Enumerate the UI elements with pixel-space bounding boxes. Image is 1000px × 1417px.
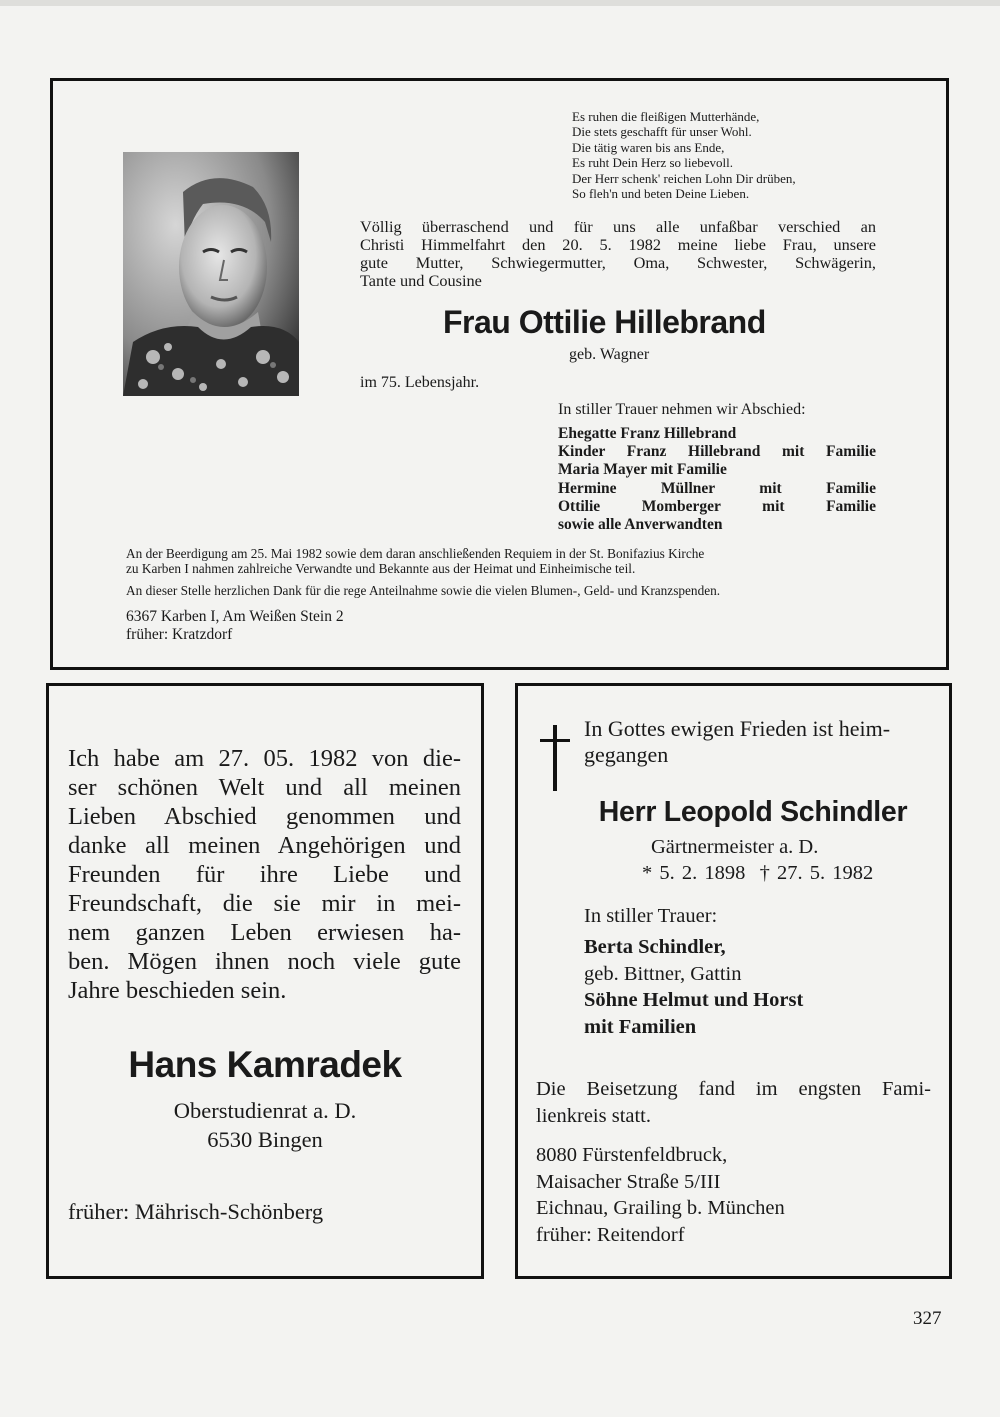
- mourner-entry: Ottilie Momberger mit Familie: [558, 497, 876, 515]
- burial-line: lienkreis statt.: [536, 1105, 652, 1127]
- message-line: ben. Mögen ihnen noch viele gute: [68, 948, 461, 975]
- age-text: im 75. Lebensjahr.: [360, 374, 480, 391]
- mourner-entry: mit Familien: [584, 1015, 697, 1038]
- poem-verse: [572, 109, 796, 201]
- obituary-schindler: [515, 683, 952, 1279]
- mourner-entry: geb. Bittner, Gattin: [584, 962, 742, 985]
- announcement-line: Völlig überraschend und für uns alle unfaßbar verschied an: [360, 217, 876, 236]
- announcement-line: Christi Himmelfahrt den 20. 5. 1982 meine liebe Frau, unsere: [360, 235, 876, 254]
- mourning-intro: In stiller Trauer nehmen wir Abschied:: [558, 401, 806, 418]
- address-line: 8080 Fürstenfeldbruck,: [536, 1144, 728, 1166]
- message-line: Jahre beschieden sein.: [68, 977, 287, 1004]
- poem-line: Die stets geschafft für unser Wohl.: [572, 124, 752, 140]
- poem-line: Es ruht Dein Herz so liebevoll.: [572, 155, 734, 171]
- address-line: früher: Reitendorf: [536, 1223, 685, 1246]
- poem-line: Es ruhen die fleißigen Mutterhände,: [572, 109, 760, 124]
- thanks-text: An dieser Stelle herzlichen Dank für die rege Anteilnahme sowie die vielen Blumen-, Geld- und Kranzspenden.: [126, 583, 721, 598]
- poem-line: So fleh'n und beten Deine Lieben.: [572, 186, 750, 202]
- obituary-hillebrand: [50, 78, 949, 670]
- page-top-edge: [0, 0, 1000, 6]
- announcement-text: [360, 218, 876, 290]
- message-line: ser schönen Welt und all meinen: [68, 774, 461, 801]
- burial-text: [536, 1076, 931, 1130]
- mourner-entry: Maria Mayer mit Familie: [558, 461, 727, 479]
- life-dates: * 5. 2. 1898 † 27. 5. 1982: [642, 862, 874, 884]
- message-line: Ich habe am 27. 05. 1982 von die-: [68, 745, 461, 772]
- mourners-list: [558, 425, 876, 534]
- maiden-name: geb. Wagner: [569, 346, 650, 363]
- announcement-line: gute Mutter, Schwiegermutter, Oma, Schwester, Schwägerin,: [360, 253, 876, 272]
- mourner-entry: Berta Schindler,: [584, 936, 726, 958]
- mourner-entry: Ehegatte Franz Hillebrand: [558, 425, 737, 442]
- address-line: Eichnau, Grailing b. München: [536, 1197, 785, 1219]
- address-line: 6367 Karben I, Am Weißen Stein 2: [126, 608, 344, 625]
- message-line: nem ganzen Leben erwiesen ha-: [68, 919, 461, 946]
- deceased-city: 6530 Bingen: [207, 1127, 323, 1152]
- obituary-kamradek: [46, 683, 484, 1279]
- poem-line: Die tätig waren bis ans Ende,: [572, 139, 725, 155]
- deceased-name: Herr Leopold Schindler: [598, 796, 908, 828]
- page-number: 327: [913, 1308, 942, 1329]
- message-line: danke all meinen Angehörigen und: [68, 832, 461, 859]
- mourner-entry: Söhne Helmut und Horst: [584, 989, 804, 1011]
- title-block: [49, 1096, 481, 1154]
- mourning-intro: In stiller Trauer:: [584, 905, 718, 927]
- announcement-line: Tante und Cousine: [360, 271, 482, 290]
- former-residence: früher: Mährisch-Schönberg: [68, 1199, 324, 1224]
- portrait-image: [123, 152, 299, 396]
- deceased-name: Frau Ottilie Hillebrand: [443, 304, 766, 340]
- farewell-message: [68, 744, 461, 1005]
- burial-line: zu Karben I nahmen zahlreiche Verwandte und Bekannte aus der Heimat und Einheimische teil.: [126, 561, 636, 576]
- message-line: Lieben Abschied genommen und: [68, 803, 461, 830]
- deceased-name: Hans Kamradek: [128, 1044, 402, 1085]
- address-line: Maisacher Straße 5/III: [536, 1170, 721, 1193]
- address-block: [536, 1142, 785, 1248]
- address-block: [126, 608, 344, 644]
- mourner-entry: sowie alle Anverwandten: [558, 516, 723, 534]
- heading-text: [584, 716, 931, 768]
- heading-line: gegangen: [584, 742, 669, 767]
- cross-icon: [540, 725, 570, 791]
- deceased-title: Oberstudienrat a. D.: [173, 1098, 357, 1123]
- mourner-entry: Hermine Müllner mit Familie: [558, 479, 876, 497]
- portrait-photo: [123, 152, 299, 396]
- message-line: Freunden für ihre Liebe und: [68, 861, 461, 888]
- burial-line: Die Beisetzung fand im engsten Fami-: [536, 1078, 931, 1100]
- poem-line: Der Herr schenk' reichen Lohn Dir drüben,: [572, 170, 796, 186]
- heading-line: In Gottes ewigen Frieden ist heim-: [584, 716, 891, 741]
- mourner-entry: Kinder Franz Hillebrand mit Familie: [558, 443, 876, 461]
- address-line: früher: Kratzdorf: [126, 626, 233, 643]
- message-line: Freundschaft, die sie mir in mei-: [68, 890, 461, 917]
- profession: Gärtnermeister a. D.: [651, 836, 819, 858]
- mourners-list: [584, 934, 803, 1040]
- burial-line: An der Beerdigung am 25. Mai 1982 sowie dem daran anschließenden Requiem in der St. Bonifazius Kirche: [126, 546, 705, 561]
- burial-text: [126, 546, 704, 576]
